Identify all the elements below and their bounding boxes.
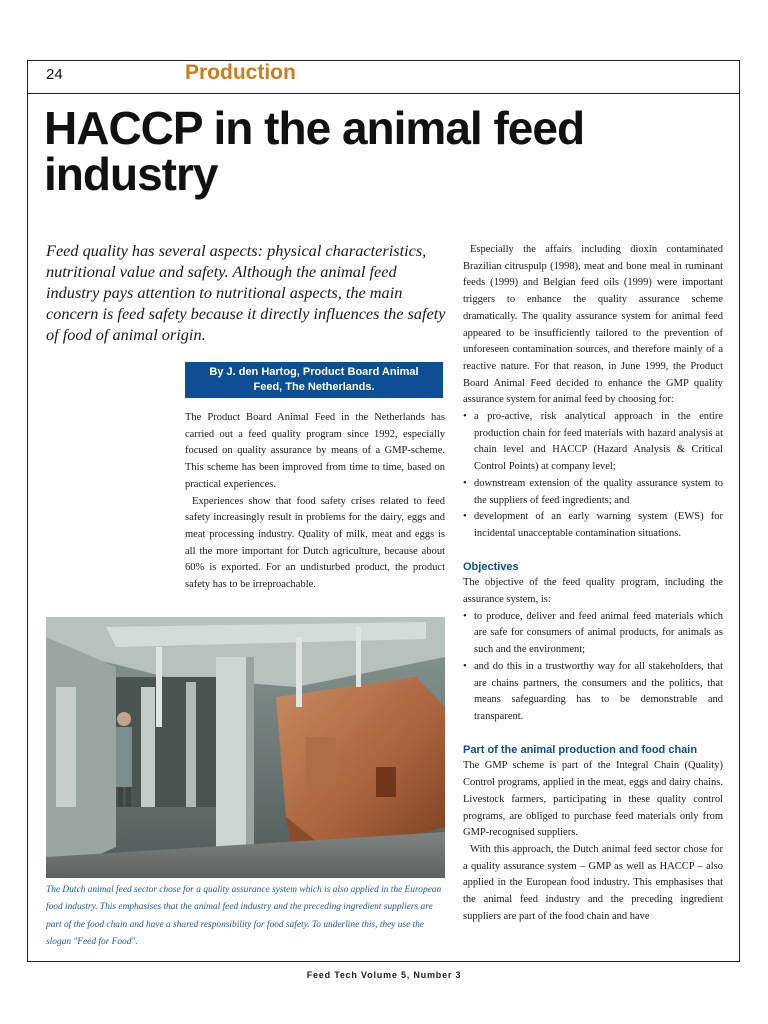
paragraph: With this approach, the Dutch animal feed sector chose for a quality assurance system – GMP as well as HACCP – also applied in the European food industry. This emphasises that the animal feed industry and the preceding ingredient suppliers are part of the food chain and have [463, 843, 723, 922]
paragraph: The GMP scheme is part of the Integral Chain (Quality) Control programs, applied in the meat, eggs and dairy chains. Livestock farmers, participating in these quality control programs, are obliged to purchase feed materials only from GMP-recognised suppliers. [463, 760, 723, 839]
bullet-list [463, 609, 723, 726]
paragraph: The Product Board Animal Feed in the Netherlands has carried out a feed quality program since 1992, especially focused on quality assurance by means of a GMP-scheme. This scheme has been improved from time to time, based on practical experiences. [185, 412, 445, 490]
bullet-list [463, 409, 723, 543]
list-item: • a pro-active, risk analytical approach in the entire production chain for feed materials with hazard analysis at chain level and HACCP (Hazard Analysis & Critical Control Points) at company level; [463, 409, 723, 476]
paragraph: Especially the affairs including dioxin contaminated Brazilian citruspulp (1998), meat and bone meal in ruminant feeds (1999) and Belgian feed oils (1999) were important triggers to enhance the quality assurance scheme dramatically. The quality assurance system for animal feed appeared to be insufficiently tailored to the prevention of unforeseen contamination sources, and therefore mainly of a reactive nature. For that reason, in June 1999, the Product Board Animal Feed decided to enhance the GMP quality assurance system for animal feed by choosing for: [463, 244, 723, 406]
objectives-heading: Objectives [463, 560, 519, 573]
list-item: • to produce, deliver and feed animal feed materials which are safe for consumers of animal products, for animals as such and the environment; [463, 609, 723, 659]
header-rule [27, 93, 740, 94]
list-item: • and do this in a trustworthy way for all stakeholders, that are chains partners, the consumers and the politics, that means safeguarding has to be demonstrable and transparent. [463, 659, 723, 726]
right-column [463, 242, 723, 925]
author-byline [185, 362, 443, 398]
article-intro: Feed quality has several aspects: physical characteristics, nutritional value and safety. Although the animal feed industry pays attention to nutritional aspects, the main concern is feed safety because it directly influences the safety of food of animal origin. [46, 241, 446, 344]
list-item: • downstream extension of the quality assurance system to the suppliers of feed ingredients; and [463, 476, 723, 509]
feed-mill-photo [46, 617, 445, 878]
article-title: HACCP in the animal feed industry [44, 102, 585, 200]
section-label: Production [185, 61, 296, 84]
paragraph: Experiences show that food safety crises related to feed safety increasingly result in problems for the dairy, eggs and meat processing industry. Quality of milk, meat and eggs is all the more important for Dutch agriculture, because about 60% is exported. For an undisturbed product, the product safety has to be irreproachable. [185, 495, 445, 591]
middle-column [185, 410, 445, 594]
footer-publication: Feed Tech Volume 5, Number 3 [306, 970, 462, 980]
paragraph: The objective of the feed quality program, including the assurance system, is: [463, 577, 723, 606]
list-item: • development of an early warning system (EWS) for incidental unacceptable contamination situations. [463, 509, 723, 542]
byline-text: By J. den Hartog, Product Board Animal Feed, The Netherlands. [209, 366, 419, 393]
chain-heading: Part of the animal production and food chain [463, 743, 698, 756]
photo-caption: The Dutch animal feed sector chose for a quality assurance system which is also applied in the European food industry. This emphasises that the animal feed industry and the preceding ingredient suppliers are part of the food chain and have a shared responsibility for food safety. To underline this, they use the slogan "Feed for Food". [46, 885, 442, 948]
page-number: 24 [46, 66, 63, 83]
